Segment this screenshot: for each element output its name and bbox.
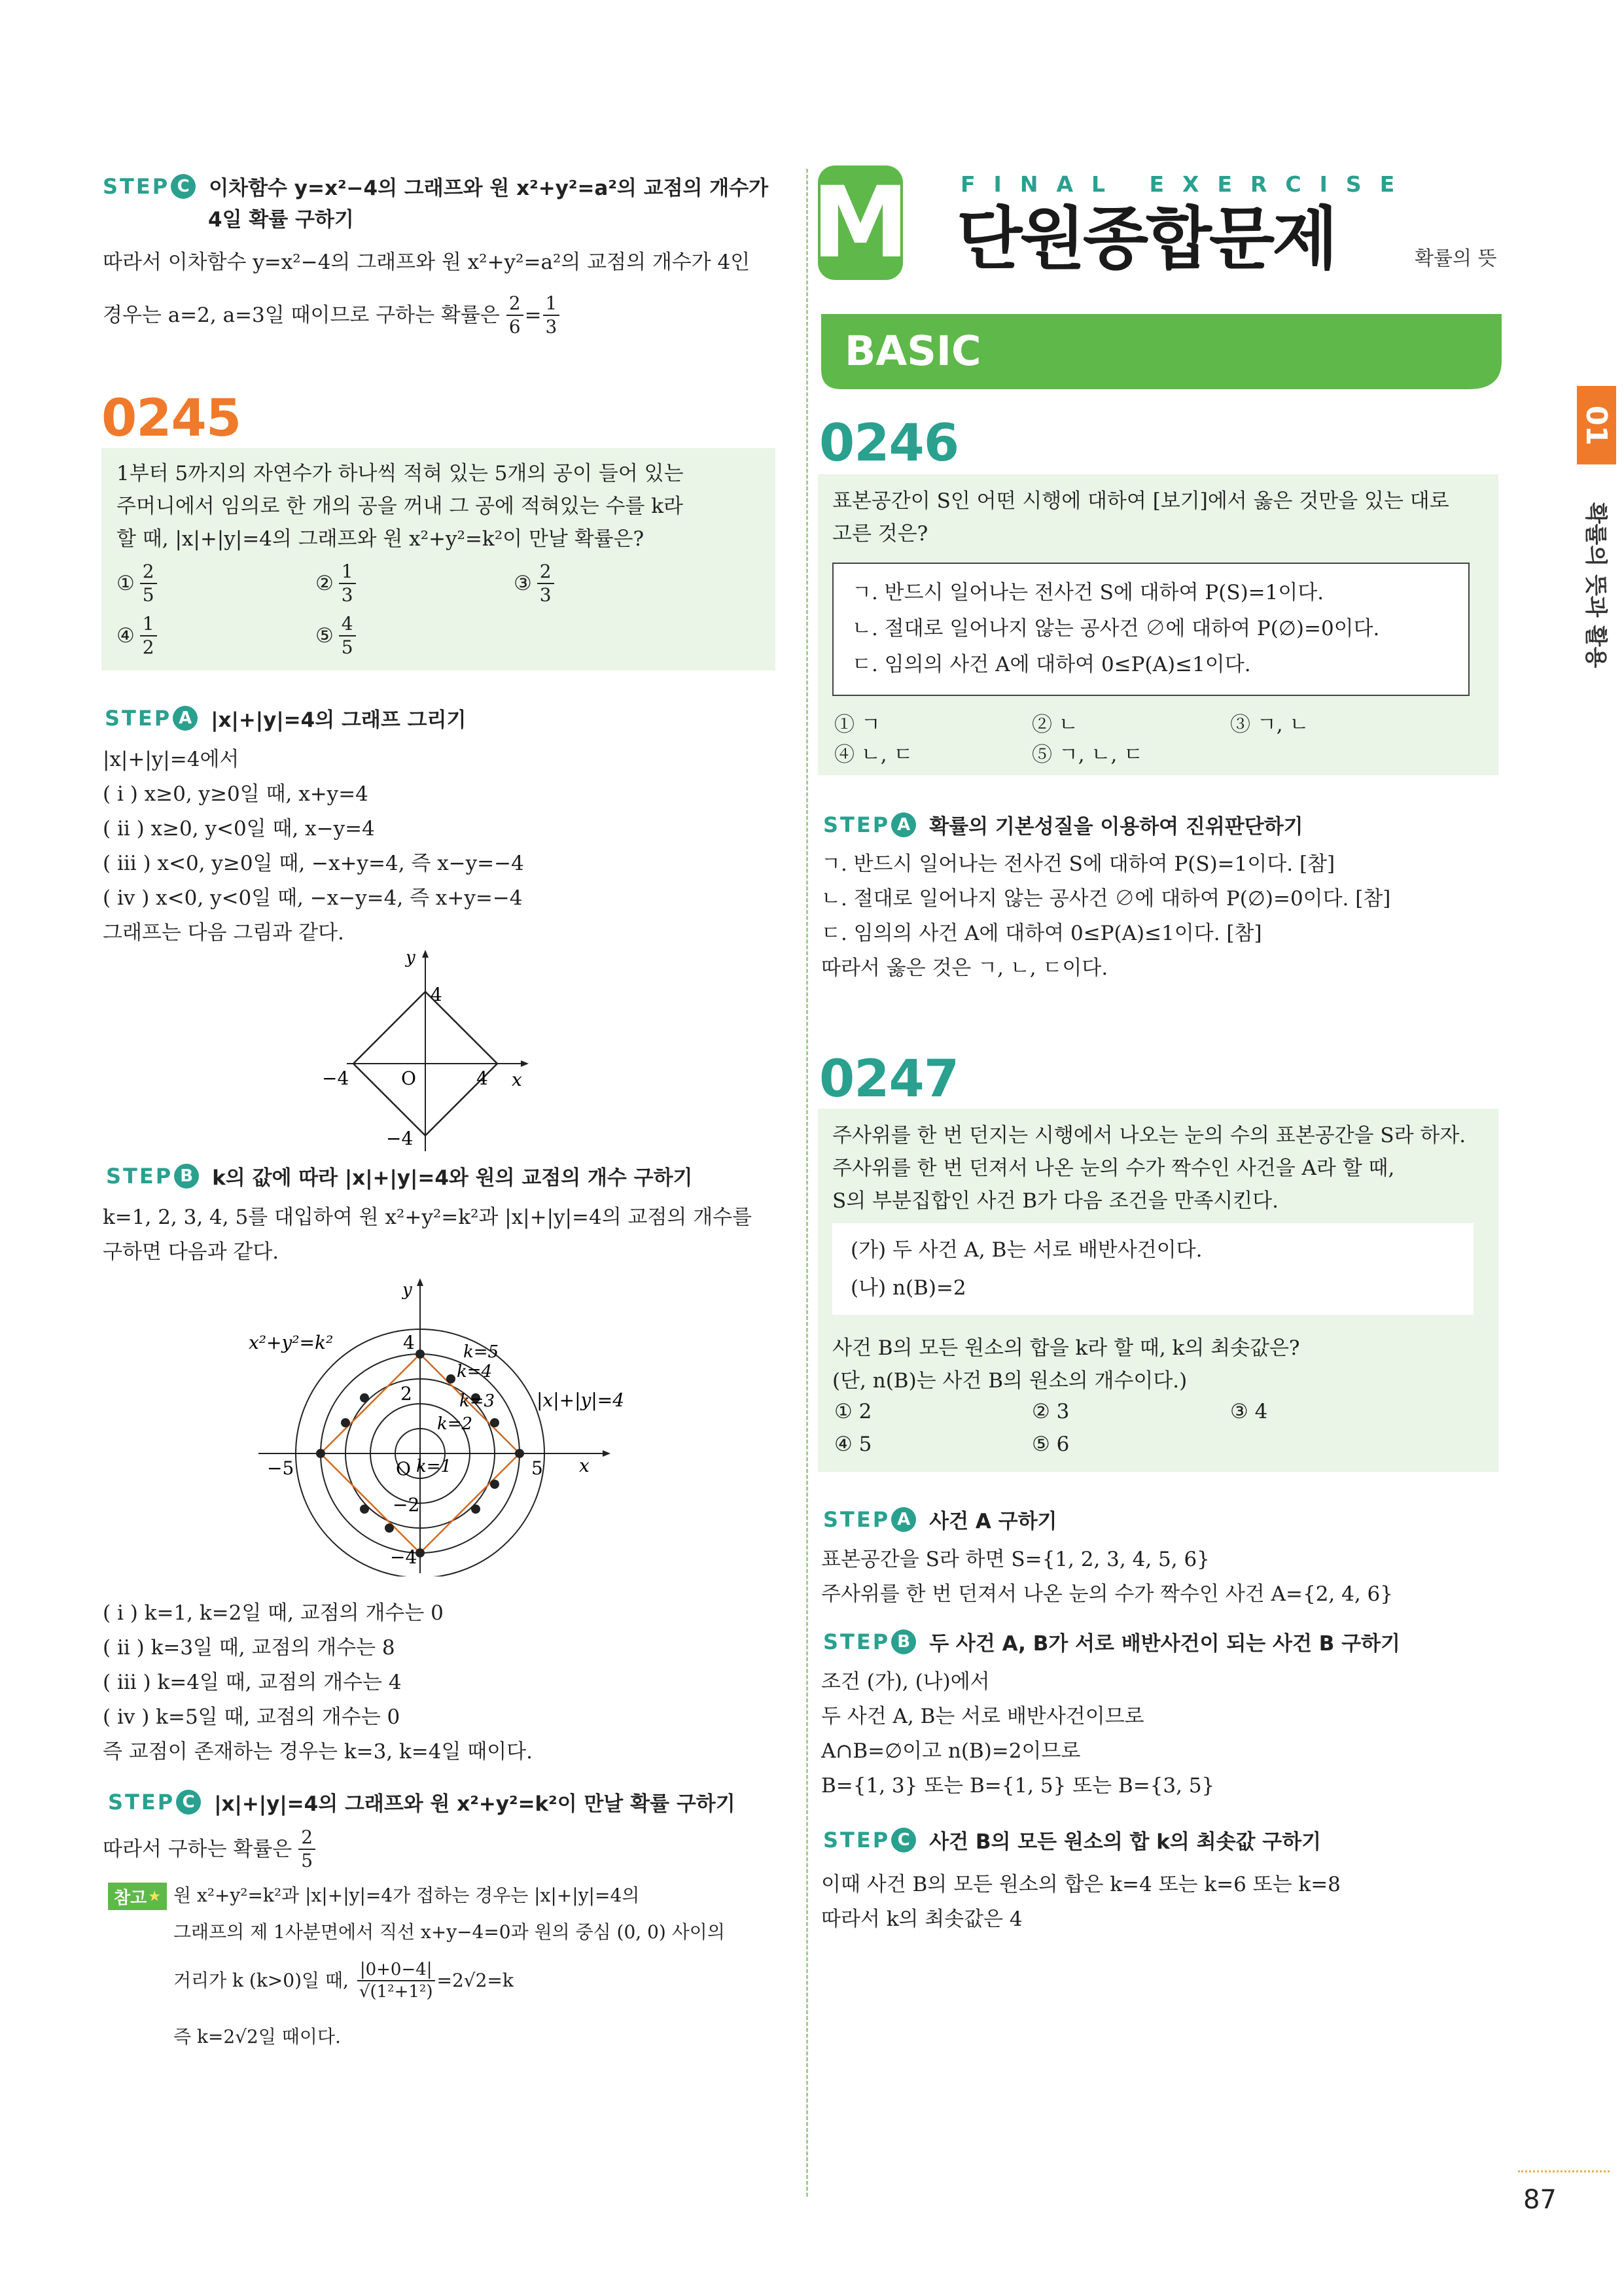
unit-title: 단원종합문제 <box>957 199 1335 279</box>
step-badge: B <box>891 1629 916 1654</box>
tick-minus-4: −4 <box>390 1546 417 1568</box>
footer-rule <box>1518 2170 1610 2172</box>
step-b-line-2: 구하면 다음과 같다. <box>103 1240 279 1264</box>
bogi-item-3: ㄷ. 임의의 사건 A에 대하여 0≤P(A)≤1이다. <box>852 653 1251 676</box>
denominator: 2 <box>142 636 154 658</box>
tick-4: 4 <box>403 1332 415 1353</box>
step-b-line-1: k=1, 2, 3, 4, 5를 대입하여 원 x²+y²=k²과 |x|+|y|=4의 교점의 개수를 <box>103 1206 752 1229</box>
point <box>415 1349 425 1359</box>
choice-3[interactable] <box>514 563 556 604</box>
step-word: STEP <box>823 1827 891 1852</box>
point <box>515 1449 524 1458</box>
point <box>360 1505 369 1514</box>
numerator: 1 <box>543 294 560 316</box>
choice-1[interactable]: ① 2 <box>834 1400 872 1423</box>
choice-mark: ① <box>116 572 135 595</box>
star-icon: ★ <box>148 1888 161 1905</box>
step-word: STEP <box>823 1629 891 1654</box>
step-b-result-4: ( iv ) k=5일 때, 교점의 개수는 0 <box>103 1705 400 1729</box>
step-a-line-2: ( i ) x≥0, y≥0일 때, x+y=4 <box>103 782 368 806</box>
step-a-line-4: ( iii ) x<0, y≥0일 때, −x+y=4, 즉 x−y=−4 <box>103 852 524 875</box>
x-axis-label: x <box>512 1069 522 1090</box>
numerator: |0+0−4| <box>357 1961 435 1981</box>
step-a-line-6: 그래프는 다음 그림과 같다. <box>103 921 344 945</box>
k5-label: k=5 <box>463 1342 499 1362</box>
problem-0247-question-4: 사건 B의 모든 원소의 합을 k라 할 때, k의 최솟값은? <box>832 1336 1300 1360</box>
step-word: STEP <box>106 1163 173 1189</box>
step-a-247-line-1: 표본공간을 S라 하면 S={1, 2, 3, 4, 5, 6} <box>821 1548 1210 1571</box>
problem-0247-question-2: 주사위를 한 번 던져서 나온 눈의 수가 짝수인 사건을 A라 할 때, <box>832 1157 1395 1180</box>
chapter-side-tab[interactable] <box>1577 386 1616 464</box>
final-exercise-label: FINAL EXERCISE <box>961 171 1413 197</box>
choice-2[interactable]: ② ㄴ <box>1032 713 1078 737</box>
step-b-247-line-3: A∩B=∅이고 n(B)=2이므로 <box>821 1739 1081 1763</box>
step-title-cont: 4일 확률 구하기 <box>208 208 354 232</box>
abs-value-graph <box>314 948 543 1158</box>
choice-4[interactable] <box>116 615 158 657</box>
step-c-top-line-2 <box>103 294 561 336</box>
origin-label: O <box>396 1458 411 1480</box>
step-b-247-line-1: 조건 (가), (나)에서 <box>821 1670 990 1694</box>
choice-5[interactable]: ⑤ 6 <box>1032 1433 1070 1456</box>
topic-label: 확률의 뜻 <box>1415 247 1497 270</box>
numerator: 2 <box>506 294 523 316</box>
condition-2: (나) n(B)=2 <box>851 1276 966 1300</box>
circle-equation-label: x²+y²=k² <box>249 1332 334 1353</box>
step-a-247-line-2: 주사위를 한 번 던져서 나온 눈의 수가 짝수인 사건 A={2, 4, 6} <box>821 1582 1393 1606</box>
step-b-result-1: ( i ) k=1, k=2일 때, 교점의 개수는 0 <box>103 1601 444 1625</box>
step-badge: A <box>891 812 916 837</box>
point <box>341 1418 350 1427</box>
fraction <box>506 294 523 336</box>
numerator: 2 <box>298 1828 315 1850</box>
step-title: 두 사건 A, B가 서로 배반사건이 되는 사건 B 구하기 <box>929 1632 1400 1656</box>
step-b-247-line-4: B={1, 3} 또는 B={1, 5} 또는 B={3, 5} <box>821 1774 1215 1798</box>
bogi-item-2: ㄴ. 절대로 일어나지 않는 공사건 ∅에 대하여 P(∅)=0이다. <box>852 617 1380 640</box>
denominator: 6 <box>508 316 521 338</box>
k4-label: k=4 <box>457 1362 493 1382</box>
chapter-side-title: 확률의 뜻과 활용 <box>1582 502 1609 669</box>
note-badge <box>108 1883 167 1910</box>
point <box>490 1480 499 1489</box>
step-badge: C <box>891 1828 916 1852</box>
tick-top: 4 <box>431 984 442 1005</box>
origin-label: O <box>401 1068 416 1089</box>
step-word: STEP <box>105 705 172 731</box>
problem-number-0246: 0246 <box>819 414 959 473</box>
denominator: 3 <box>545 316 557 338</box>
choice-1[interactable] <box>116 563 158 604</box>
m-logo <box>811 165 909 280</box>
numerator: 2 <box>140 563 157 584</box>
choice-fraction <box>537 563 554 604</box>
problem-0245-question-1: 1부터 5까지의 자연수가 하나씩 적혀 있는 5개의 공이 들어 있는 <box>116 462 684 485</box>
step-b-result-5: 즉 교점이 존재하는 경우는 k=3, k=4일 때이다. <box>103 1740 533 1764</box>
step-badge: B <box>174 1164 199 1189</box>
step-title: 사건 B의 모든 원소의 합 k의 최솟값 구하기 <box>929 1830 1322 1854</box>
step-title: |x|+|y|=4의 그래프 그리기 <box>211 708 467 732</box>
problem-0247-question-3: S의 부분집합인 사건 B가 다음 조건을 만족시킨다. <box>832 1189 1279 1213</box>
step-c-line <box>103 1828 317 1870</box>
abs-equation-label: |x|+|y|=4 <box>537 1389 625 1411</box>
fraction <box>543 294 560 336</box>
m-logo-letter: M <box>811 165 909 280</box>
step-a-heading <box>105 703 466 733</box>
column-divider <box>806 169 808 2197</box>
axes <box>258 1278 610 1573</box>
note-line-4: 즉 k=2√2일 때이다. <box>173 2026 341 2047</box>
line-text: 경우는 a=2, a=3일 때이므로 구하는 확률은 <box>103 304 500 327</box>
step-c-top-heading <box>103 171 768 201</box>
point <box>385 1523 394 1533</box>
k2-label: k=2 <box>437 1414 473 1434</box>
numerator: 1 <box>339 563 356 584</box>
step-c-247-line-2: 따라서 k의 최솟값은 4 <box>821 1907 1023 1931</box>
choice-mark: ④ <box>116 624 135 648</box>
step-a-line-3: ( ii ) x≥0, y<0일 때, x−y=4 <box>103 817 375 841</box>
step-word: STEP <box>823 812 891 837</box>
axes <box>347 950 529 1151</box>
step-a-246-line-3: ㄷ. 임의의 사건 A에 대하여 0≤P(A)≤1이다. [참] <box>821 922 1262 945</box>
problem-0246-question-1: 표본공간이 S인 어떤 시행에 대하여 [보기]에서 옳은 것만을 있는 대로 <box>832 489 1449 513</box>
step-b-247-line-2: 두 사건 A, B는 서로 배반사건이므로 <box>821 1705 1144 1728</box>
note-label: 참고 <box>114 1888 147 1908</box>
step-a-line-5: ( iv ) x<0, y<0일 때, −x−y=4, 즉 x+y=−4 <box>103 886 523 910</box>
step-a-246-line-1: ㄱ. 반드시 일어나는 전사건 S에 대하여 P(S)=1이다. [참] <box>821 852 1335 876</box>
k1-label: k=1 <box>416 1457 452 1476</box>
choice-mark: ② <box>315 572 334 595</box>
tick-minus-2: −2 <box>393 1494 420 1516</box>
point <box>471 1505 480 1514</box>
choice-fraction <box>339 615 356 657</box>
step-a-246-line-4: 따라서 옳은 것은 ㄱ, ㄴ, ㄷ이다. <box>821 956 1108 980</box>
denominator: 5 <box>301 1850 313 1871</box>
fraction <box>298 1828 315 1870</box>
step-title: |x|+|y|=4의 그래프와 원 x²+y²=k²이 만날 확률 구하기 <box>214 1792 735 1816</box>
x-axis-label: x <box>579 1455 590 1476</box>
step-word: STEP <box>823 1506 891 1532</box>
step-b-result-3: ( iii ) k=4일 때, 교점의 개수는 4 <box>103 1671 402 1694</box>
step-b-heading <box>106 1161 693 1191</box>
numerator: 2 <box>537 563 554 584</box>
problem-0247-question-5: (단, n(B)는 사건 B의 원소의 개수이다.) <box>832 1369 1188 1393</box>
choice-4[interactable]: ④ 5 <box>834 1433 872 1456</box>
problem-0246-question-2: 고른 것은? <box>832 522 928 546</box>
step-word: STEP <box>103 173 170 199</box>
choice-3[interactable]: ③ ㄱ, ㄴ <box>1230 713 1309 737</box>
denominator: 5 <box>142 584 154 606</box>
condition-1: (가) 두 사건 A, B는 서로 배반사건이다. <box>851 1238 1203 1262</box>
line-text: 따라서 구하는 확률은 <box>103 1837 292 1861</box>
step-a-247-heading <box>823 1505 1057 1534</box>
choice-1[interactable]: ① ㄱ <box>834 713 881 737</box>
numerator: 4 <box>339 615 356 636</box>
choice-fraction <box>140 615 157 657</box>
step-a-line-1: |x|+|y|=4에서 <box>103 748 239 771</box>
k3-label: k=3 <box>459 1391 495 1411</box>
note-line-1: 원 x²+y²=k²과 |x|+|y|=4가 접하는 경우는 |x|+|y|=4의 <box>173 1885 640 1906</box>
step-title: k의 값에 따라 |x|+|y|=4와 원의 교점의 개수 구하기 <box>212 1166 693 1190</box>
note-line-3 <box>173 1961 514 2000</box>
step-c-247-line-1: 이때 사건 B의 모든 원소의 합은 k=4 또는 k=6 또는 k=8 <box>821 1873 1341 1896</box>
point <box>490 1418 499 1427</box>
choice-5[interactable] <box>315 615 357 657</box>
tick-5: 5 <box>531 1457 543 1479</box>
denominator: 3 <box>341 584 353 606</box>
step-c-top-line-1: 따라서 이차함수 y=x²−4의 그래프와 원 x²+y²=a²의 교점의 개수가 4인 <box>103 251 750 274</box>
step-c-247-heading <box>823 1825 1321 1854</box>
point <box>446 1374 455 1383</box>
step-title: 이차함수 y=x²−4의 그래프와 원 x²+y²=a²의 교점의 개수가 <box>209 177 769 200</box>
y-axis-label: y <box>406 948 415 967</box>
basic-banner <box>821 314 1502 389</box>
circles-graph <box>249 1276 667 1576</box>
choice-2[interactable]: ② 3 <box>1032 1400 1070 1423</box>
point <box>316 1449 325 1458</box>
step-badge: C <box>176 1790 201 1815</box>
choice-mark: ③ <box>514 572 532 595</box>
problem-0247-question-1: 주사위를 한 번 던지는 시행에서 나오는 눈의 수의 표본공간을 S라 하자. <box>832 1124 1466 1147</box>
y-axis-label: y <box>402 1280 412 1300</box>
problem-number-0245: 0245 <box>101 389 241 448</box>
bogi-item-1: ㄱ. 반드시 일어나는 전사건 S에 대하여 P(S)=1이다. <box>852 581 1324 604</box>
tick-left: −4 <box>322 1068 349 1089</box>
step-a-246-line-2: ㄴ. 절대로 일어나지 않는 공사건 ∅에 대하여 P(∅)=0이다. [참] <box>821 887 1391 911</box>
denominator: 5 <box>341 636 353 658</box>
numerator: 1 <box>140 615 157 636</box>
chapter-tab-number: 01 <box>1580 405 1614 445</box>
step-title: 확률의 기본성질을 이용하여 진위판단하기 <box>929 815 1303 839</box>
step-a-246-heading <box>823 810 1303 839</box>
tick-bottom: −4 <box>386 1128 414 1149</box>
choice-4[interactable]: ④ ㄴ, ㄷ <box>834 743 913 767</box>
problem-0245-question-2: 주머니에서 임의로 한 개의 공을 꺼내 그 공에 적혀있는 수를 k라 <box>116 495 683 518</box>
step-badge: A <box>891 1507 916 1532</box>
choice-3[interactable]: ③ 4 <box>1230 1400 1268 1423</box>
tick-2: 2 <box>400 1383 412 1404</box>
choice-fraction <box>140 563 157 604</box>
choice-5[interactable]: ⑤ ㄱ, ㄴ, ㄷ <box>1032 743 1144 767</box>
problem-number-0247: 0247 <box>819 1050 959 1109</box>
step-badge: A <box>173 706 198 731</box>
problem-0245-question-3: 할 때, |x|+|y|=4의 그래프와 원 x²+y²=k²이 만날 확률은? <box>116 527 644 551</box>
choice-2[interactable] <box>315 563 357 604</box>
step-b-247-heading <box>823 1627 1400 1656</box>
step-c-heading <box>108 1787 735 1817</box>
line-rest: =2√2=k <box>436 1970 514 1991</box>
choice-fraction <box>339 563 356 604</box>
equals: = <box>524 304 542 327</box>
choice-mark: ⑤ <box>315 624 334 648</box>
denominator: √(1²+1²) <box>359 1982 433 2002</box>
page-number: 87 <box>1523 2185 1557 2215</box>
point <box>360 1393 369 1402</box>
step-badge: C <box>171 174 196 199</box>
note-line-2: 그래프의 제 1사분면에서 직선 x+y−4=0과 원의 중심 (0, 0) 사이의 <box>173 1921 725 1943</box>
step-word: STEP <box>108 1789 175 1815</box>
tick-right: 4 <box>476 1068 488 1089</box>
basic-banner-label: BASIC <box>845 327 981 375</box>
step-title: 사건 A 구하기 <box>929 1510 1057 1533</box>
step-b-result-2: ( ii ) k=3일 때, 교점의 개수는 8 <box>103 1636 395 1660</box>
distance-fraction <box>357 1961 436 2000</box>
line-text: 거리가 k (k>0)일 때, <box>173 1970 349 1991</box>
tick-minus-5: −5 <box>267 1457 294 1479</box>
denominator: 3 <box>539 584 552 606</box>
